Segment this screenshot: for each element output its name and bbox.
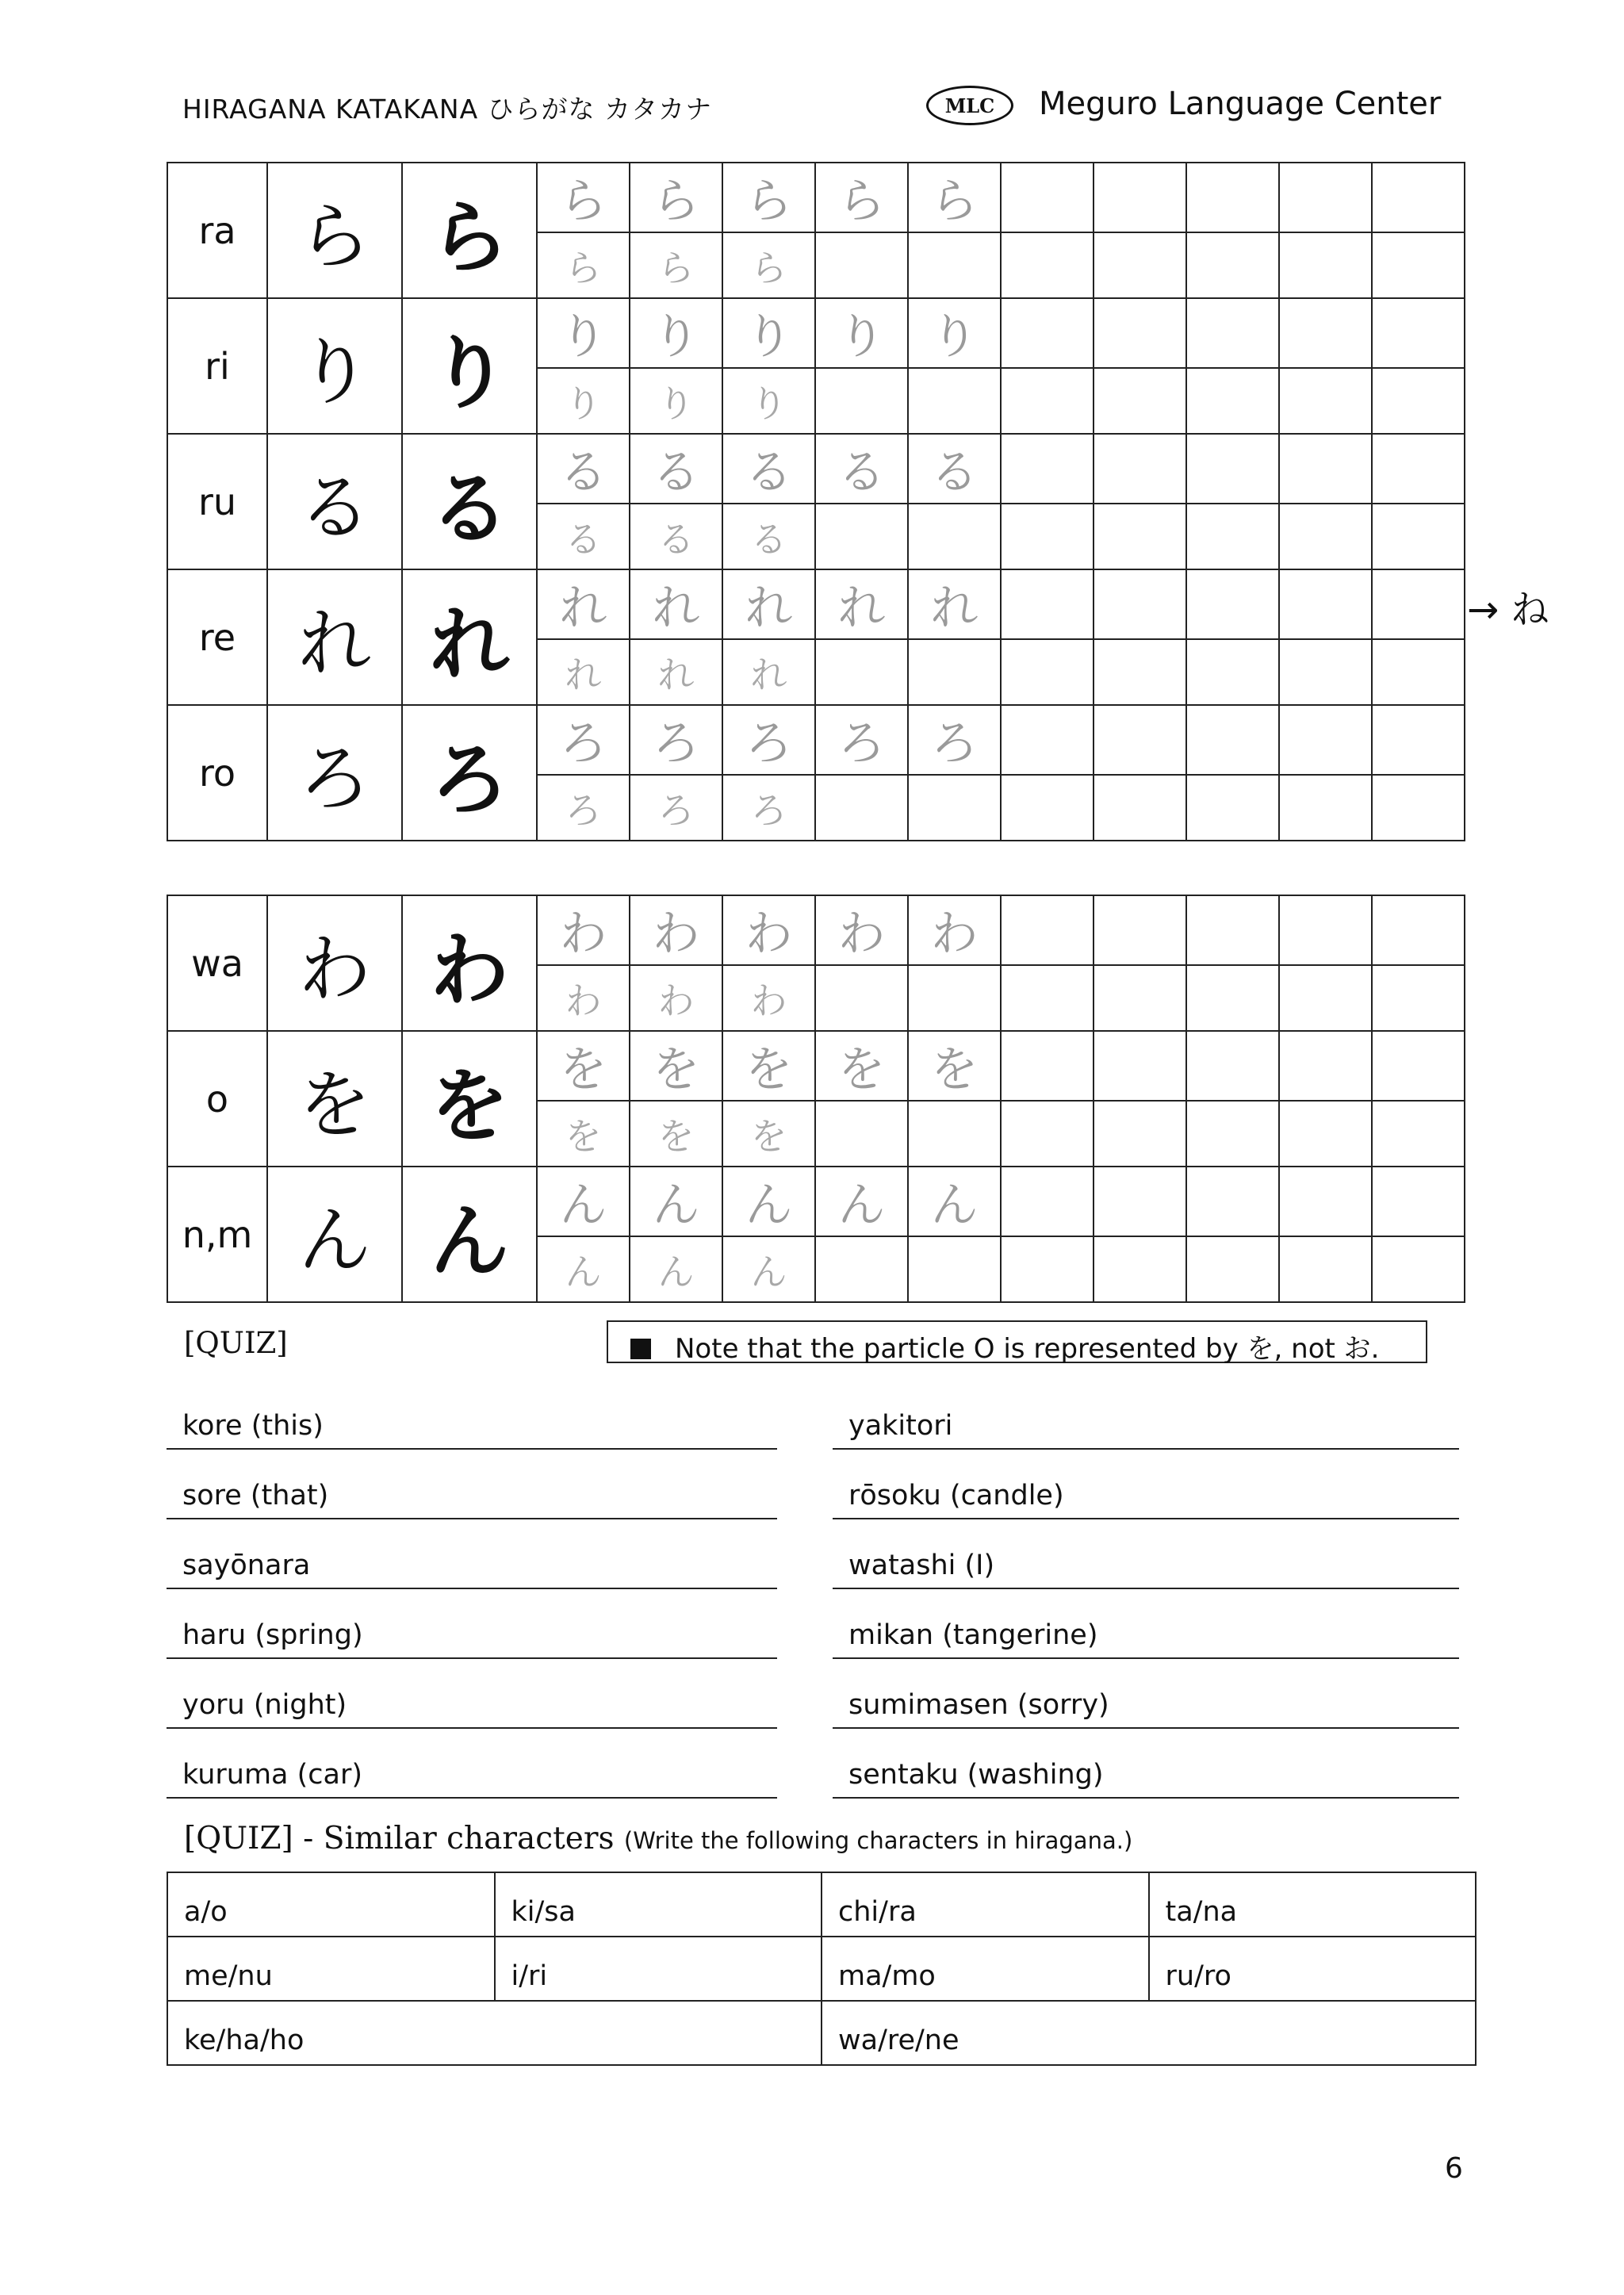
quiz-answer-line[interactable]: yoru (night) bbox=[167, 1683, 777, 1729]
trace-cell[interactable]: を bbox=[630, 1031, 722, 1101]
trace-cell[interactable]: り bbox=[908, 298, 1001, 368]
quiz-answer-line[interactable]: sore (that) bbox=[167, 1473, 777, 1519]
kana-sample-bold: る bbox=[402, 434, 537, 569]
handwritten-example-cell[interactable]: わ bbox=[630, 965, 722, 1031]
kana-sample: る bbox=[267, 434, 402, 569]
trace-cell[interactable]: わ bbox=[537, 895, 630, 965]
writing-cell[interactable] bbox=[1279, 1031, 1372, 1101]
writing-cell[interactable] bbox=[908, 368, 1001, 434]
handwritten-example-cell[interactable]: る bbox=[630, 504, 722, 569]
writing-cell[interactable] bbox=[815, 775, 908, 841]
writing-cell[interactable] bbox=[1094, 1031, 1186, 1101]
writing-cell[interactable] bbox=[1372, 705, 1465, 775]
writing-cell[interactable] bbox=[1094, 775, 1186, 841]
trace-cell[interactable]: を bbox=[908, 1031, 1001, 1101]
trace-cell[interactable]: ら bbox=[630, 163, 722, 232]
trace-cell[interactable]: わ bbox=[722, 895, 815, 965]
writing-cell[interactable] bbox=[815, 1101, 908, 1167]
trace-cell[interactable]: れ bbox=[537, 569, 630, 639]
writing-cell[interactable] bbox=[1094, 298, 1186, 368]
kana-sample: を bbox=[267, 1031, 402, 1167]
writing-cell[interactable] bbox=[1094, 569, 1186, 639]
trace-cell[interactable]: ろ bbox=[815, 705, 908, 775]
romaji-label: ru bbox=[167, 434, 267, 569]
writing-cell[interactable] bbox=[1186, 434, 1279, 504]
trace-cell[interactable]: ん bbox=[630, 1167, 722, 1236]
trace-cell[interactable]: る bbox=[815, 434, 908, 504]
writing-cell[interactable] bbox=[1001, 298, 1094, 368]
writing-cell[interactable] bbox=[1001, 569, 1094, 639]
quiz-answer-line[interactable]: watashi (I) bbox=[833, 1543, 1459, 1589]
writing-cell[interactable] bbox=[908, 1101, 1001, 1167]
writing-cell[interactable] bbox=[1372, 232, 1465, 298]
writing-cell[interactable] bbox=[1186, 895, 1279, 965]
writing-cell[interactable] bbox=[1094, 1101, 1186, 1167]
writing-cell[interactable] bbox=[1279, 434, 1372, 504]
trace-cell[interactable]: る bbox=[908, 434, 1001, 504]
mlc-logo: MLC bbox=[926, 86, 1013, 125]
writing-cell[interactable] bbox=[815, 639, 908, 705]
handwritten-example-cell[interactable]: れ bbox=[630, 639, 722, 705]
quiz-answer-line[interactable]: sayōnara bbox=[167, 1543, 777, 1589]
similar-cell[interactable]: i/ri bbox=[495, 1937, 822, 2001]
writing-cell[interactable] bbox=[1372, 965, 1465, 1031]
trace-cell[interactable]: わ bbox=[630, 895, 722, 965]
writing-cell[interactable] bbox=[1186, 232, 1279, 298]
quiz-answer-line[interactable]: rōsoku (candle) bbox=[833, 1473, 1459, 1519]
handwritten-example-cell[interactable]: を bbox=[630, 1101, 722, 1167]
writing-cell[interactable] bbox=[908, 775, 1001, 841]
kana-sample: れ bbox=[267, 569, 402, 705]
kana-sample: わ bbox=[267, 895, 402, 1031]
trace-cell[interactable]: る bbox=[722, 434, 815, 504]
trace-cell[interactable]: る bbox=[537, 434, 630, 504]
writing-cell[interactable] bbox=[1186, 298, 1279, 368]
kana-sample-bold: ん bbox=[402, 1167, 537, 1302]
trace-cell[interactable]: れ bbox=[722, 569, 815, 639]
writing-cell[interactable] bbox=[1372, 895, 1465, 965]
trace-cell[interactable]: ろ bbox=[722, 705, 815, 775]
handwritten-example-cell[interactable]: を bbox=[537, 1101, 630, 1167]
kana-sample-bold: り bbox=[402, 298, 537, 434]
writing-cell[interactable] bbox=[1372, 1101, 1465, 1167]
writing-cell[interactable] bbox=[1094, 1167, 1186, 1236]
trace-cell[interactable]: り bbox=[815, 298, 908, 368]
kana-sample-bold: れ bbox=[402, 569, 537, 705]
writing-cell[interactable] bbox=[1001, 1031, 1094, 1101]
writing-cell[interactable] bbox=[1279, 1167, 1372, 1236]
writing-cell[interactable] bbox=[1001, 504, 1094, 569]
writing-cell[interactable] bbox=[1186, 504, 1279, 569]
handwritten-example-cell[interactable]: り bbox=[537, 368, 630, 434]
worksheet-title: HIRAGANA KATAKANA ひらがな カタカナ bbox=[182, 94, 713, 125]
handwritten-example-cell[interactable]: ら bbox=[630, 232, 722, 298]
writing-cell[interactable] bbox=[1372, 775, 1465, 841]
trace-cell[interactable]: ん bbox=[908, 1167, 1001, 1236]
writing-cell[interactable] bbox=[1372, 1236, 1465, 1302]
writing-cell[interactable] bbox=[1372, 298, 1465, 368]
trace-cell[interactable]: ら bbox=[908, 163, 1001, 232]
writing-cell[interactable] bbox=[1372, 569, 1465, 639]
quiz-answer-line[interactable]: kore (this) bbox=[167, 1404, 777, 1450]
trace-cell[interactable]: る bbox=[630, 434, 722, 504]
writing-cell[interactable] bbox=[1279, 504, 1372, 569]
trace-cell[interactable]: ら bbox=[537, 163, 630, 232]
writing-cell[interactable] bbox=[1279, 895, 1372, 965]
writing-cell[interactable] bbox=[1186, 1167, 1279, 1236]
romaji-label: ri bbox=[167, 298, 267, 434]
writing-cell[interactable] bbox=[1094, 232, 1186, 298]
writing-cell[interactable] bbox=[1001, 1101, 1094, 1167]
quiz-answer-line[interactable]: haru (spring) bbox=[167, 1613, 777, 1659]
writing-cell[interactable] bbox=[1186, 639, 1279, 705]
similar-character-note: → ね bbox=[1467, 588, 1549, 632]
writing-cell[interactable] bbox=[1186, 705, 1279, 775]
trace-cell[interactable]: を bbox=[537, 1031, 630, 1101]
practice-grid-r-row bbox=[167, 162, 1465, 841]
trace-cell[interactable]: わ bbox=[908, 895, 1001, 965]
trace-cell[interactable]: り bbox=[537, 298, 630, 368]
handwritten-example-cell[interactable]: ん bbox=[537, 1236, 630, 1302]
handwritten-example-cell[interactable]: る bbox=[537, 504, 630, 569]
trace-cell[interactable]: ろ bbox=[537, 705, 630, 775]
similar-cell[interactable]: ru/ro bbox=[1149, 1937, 1477, 2001]
handwritten-example-cell[interactable]: れ bbox=[537, 639, 630, 705]
writing-cell[interactable] bbox=[815, 368, 908, 434]
kana-sample-bold: ら bbox=[402, 163, 537, 298]
writing-cell[interactable] bbox=[1001, 232, 1094, 298]
handwritten-example-cell[interactable]: ら bbox=[537, 232, 630, 298]
writing-cell[interactable] bbox=[908, 232, 1001, 298]
handwritten-example-cell[interactable]: わ bbox=[722, 965, 815, 1031]
handwritten-example-cell[interactable]: ら bbox=[722, 232, 815, 298]
trace-cell[interactable]: わ bbox=[815, 895, 908, 965]
trace-cell[interactable]: ん bbox=[815, 1167, 908, 1236]
trace-cell[interactable]: れ bbox=[815, 569, 908, 639]
writing-cell[interactable] bbox=[1094, 163, 1186, 232]
kana-sample: ら bbox=[267, 163, 402, 298]
trace-cell[interactable]: ら bbox=[815, 163, 908, 232]
writing-cell[interactable] bbox=[815, 1236, 908, 1302]
writing-cell[interactable] bbox=[1001, 639, 1094, 705]
black-square-icon bbox=[630, 1339, 651, 1359]
writing-cell[interactable] bbox=[1186, 163, 1279, 232]
writing-cell[interactable] bbox=[1094, 504, 1186, 569]
writing-cell[interactable] bbox=[1001, 434, 1094, 504]
writing-cell[interactable] bbox=[1279, 1236, 1372, 1302]
writing-cell[interactable] bbox=[1186, 368, 1279, 434]
writing-cell[interactable] bbox=[1094, 368, 1186, 434]
romaji-label: wa bbox=[167, 895, 267, 1031]
handwritten-example-cell[interactable]: り bbox=[722, 368, 815, 434]
writing-cell[interactable] bbox=[908, 504, 1001, 569]
writing-cell[interactable] bbox=[908, 965, 1001, 1031]
writing-cell[interactable] bbox=[1372, 434, 1465, 504]
handwritten-example-cell[interactable]: る bbox=[722, 504, 815, 569]
trace-cell[interactable]: ろ bbox=[908, 705, 1001, 775]
trace-cell[interactable]: を bbox=[815, 1031, 908, 1101]
writing-cell[interactable] bbox=[1279, 639, 1372, 705]
quiz-title: [QUIZ] bbox=[184, 1326, 288, 1360]
similar-characters-title bbox=[184, 1821, 1132, 1856]
handwritten-example-cell[interactable]: り bbox=[630, 368, 722, 434]
particle-note-box bbox=[607, 1320, 1427, 1363]
similar-title-text: [QUIZ] - Similar characters bbox=[184, 1821, 615, 1856]
writing-cell[interactable] bbox=[1001, 965, 1094, 1031]
trace-cell[interactable]: ん bbox=[722, 1167, 815, 1236]
handwritten-example-cell[interactable]: ん bbox=[630, 1236, 722, 1302]
similar-cell[interactable]: ma/mo bbox=[822, 1937, 1149, 2001]
writing-cell[interactable] bbox=[1279, 1101, 1372, 1167]
writing-cell[interactable] bbox=[815, 232, 908, 298]
similar-instruction: (Write the following characters in hiragana.) bbox=[623, 1827, 1133, 1854]
particle-note-text: Note that the particle O is represented by を, not お. bbox=[675, 1333, 1380, 1365]
similar-cell[interactable]: ta/na bbox=[1149, 1872, 1477, 1937]
writing-cell[interactable] bbox=[1094, 965, 1186, 1031]
trace-cell[interactable]: り bbox=[722, 298, 815, 368]
handwritten-example-cell[interactable]: ろ bbox=[537, 775, 630, 841]
writing-cell[interactable] bbox=[1372, 163, 1465, 232]
kana-sample-bold: ろ bbox=[402, 705, 537, 841]
page-number: 6 bbox=[1445, 2152, 1463, 2185]
writing-cell[interactable] bbox=[1372, 368, 1465, 434]
writing-cell[interactable] bbox=[1001, 895, 1094, 965]
similar-cell[interactable]: me/nu bbox=[167, 1937, 495, 2001]
writing-cell[interactable] bbox=[1279, 569, 1372, 639]
writing-cell[interactable] bbox=[1001, 1167, 1094, 1236]
similar-cell[interactable]: chi/ra bbox=[822, 1872, 1149, 1937]
writing-cell[interactable] bbox=[1279, 163, 1372, 232]
handwritten-example-cell[interactable]: ろ bbox=[722, 775, 815, 841]
writing-cell[interactable] bbox=[1279, 298, 1372, 368]
trace-cell[interactable]: ん bbox=[537, 1167, 630, 1236]
trace-cell[interactable]: れ bbox=[630, 569, 722, 639]
trace-cell[interactable]: を bbox=[722, 1031, 815, 1101]
writing-cell[interactable] bbox=[815, 504, 908, 569]
kana-sample: ん bbox=[267, 1167, 402, 1302]
writing-cell[interactable] bbox=[1094, 895, 1186, 965]
writing-cell[interactable] bbox=[1186, 569, 1279, 639]
writing-cell[interactable] bbox=[1001, 775, 1094, 841]
trace-cell[interactable]: ら bbox=[722, 163, 815, 232]
similar-cell[interactable]: a/o bbox=[167, 1872, 495, 1937]
writing-cell[interactable] bbox=[1279, 705, 1372, 775]
handwritten-example-cell[interactable]: れ bbox=[722, 639, 815, 705]
kana-sample: り bbox=[267, 298, 402, 434]
handwritten-example-cell[interactable]: を bbox=[722, 1101, 815, 1167]
writing-cell[interactable] bbox=[1279, 368, 1372, 434]
trace-cell[interactable]: れ bbox=[908, 569, 1001, 639]
writing-cell[interactable] bbox=[1372, 504, 1465, 569]
romaji-label: re bbox=[167, 569, 267, 705]
writing-cell[interactable] bbox=[1186, 1236, 1279, 1302]
writing-cell[interactable] bbox=[1186, 965, 1279, 1031]
writing-cell[interactable] bbox=[815, 965, 908, 1031]
school-name: Meguro Language Center bbox=[1039, 86, 1442, 122]
writing-cell[interactable] bbox=[1372, 639, 1465, 705]
handwritten-example-cell[interactable]: わ bbox=[537, 965, 630, 1031]
writing-cell[interactable] bbox=[908, 1236, 1001, 1302]
writing-cell[interactable] bbox=[1094, 705, 1186, 775]
romaji-label: ra bbox=[167, 163, 267, 298]
writing-cell[interactable] bbox=[1094, 1236, 1186, 1302]
trace-cell[interactable]: ろ bbox=[630, 705, 722, 775]
writing-cell[interactable] bbox=[1186, 1031, 1279, 1101]
writing-cell[interactable] bbox=[1372, 1031, 1465, 1101]
trace-cell[interactable]: り bbox=[630, 298, 722, 368]
writing-cell[interactable] bbox=[1001, 705, 1094, 775]
quiz-answer-line[interactable]: yakitori bbox=[833, 1404, 1459, 1450]
writing-cell[interactable] bbox=[1279, 775, 1372, 841]
writing-cell[interactable] bbox=[1094, 434, 1186, 504]
writing-cell[interactable] bbox=[1279, 232, 1372, 298]
practice-grid-w-row bbox=[167, 895, 1465, 1303]
writing-cell[interactable] bbox=[1279, 965, 1372, 1031]
writing-cell[interactable] bbox=[908, 639, 1001, 705]
kana-sample: ろ bbox=[267, 705, 402, 841]
writing-cell[interactable] bbox=[1186, 1101, 1279, 1167]
romaji-label: n,m bbox=[167, 1167, 267, 1302]
romaji-label: o bbox=[167, 1031, 267, 1167]
handwritten-example-cell[interactable]: ろ bbox=[630, 775, 722, 841]
writing-cell[interactable] bbox=[1001, 1236, 1094, 1302]
romaji-label: ro bbox=[167, 705, 267, 841]
quiz-answer-line[interactable]: kuruma (car) bbox=[167, 1753, 777, 1799]
writing-cell[interactable] bbox=[1001, 163, 1094, 232]
writing-cell[interactable] bbox=[1186, 775, 1279, 841]
writing-cell[interactable] bbox=[1094, 639, 1186, 705]
quiz-answer-line[interactable]: mikan (tangerine) bbox=[833, 1613, 1459, 1659]
kana-sample-bold: を bbox=[402, 1031, 537, 1167]
similar-cell[interactable]: wa/re/ne bbox=[822, 2001, 1476, 2065]
writing-cell[interactable] bbox=[1372, 1167, 1465, 1236]
similar-cell[interactable]: ke/ha/ho bbox=[167, 2001, 822, 2065]
similar-cell[interactable]: ki/sa bbox=[495, 1872, 822, 1937]
quiz-answer-line[interactable]: sumimasen (sorry) bbox=[833, 1683, 1459, 1729]
quiz-answer-line[interactable]: sentaku (washing) bbox=[833, 1753, 1459, 1799]
writing-cell[interactable] bbox=[1001, 368, 1094, 434]
kana-sample-bold: わ bbox=[402, 895, 537, 1031]
handwritten-example-cell[interactable]: ん bbox=[722, 1236, 815, 1302]
similar-characters-table bbox=[167, 1872, 1477, 2066]
